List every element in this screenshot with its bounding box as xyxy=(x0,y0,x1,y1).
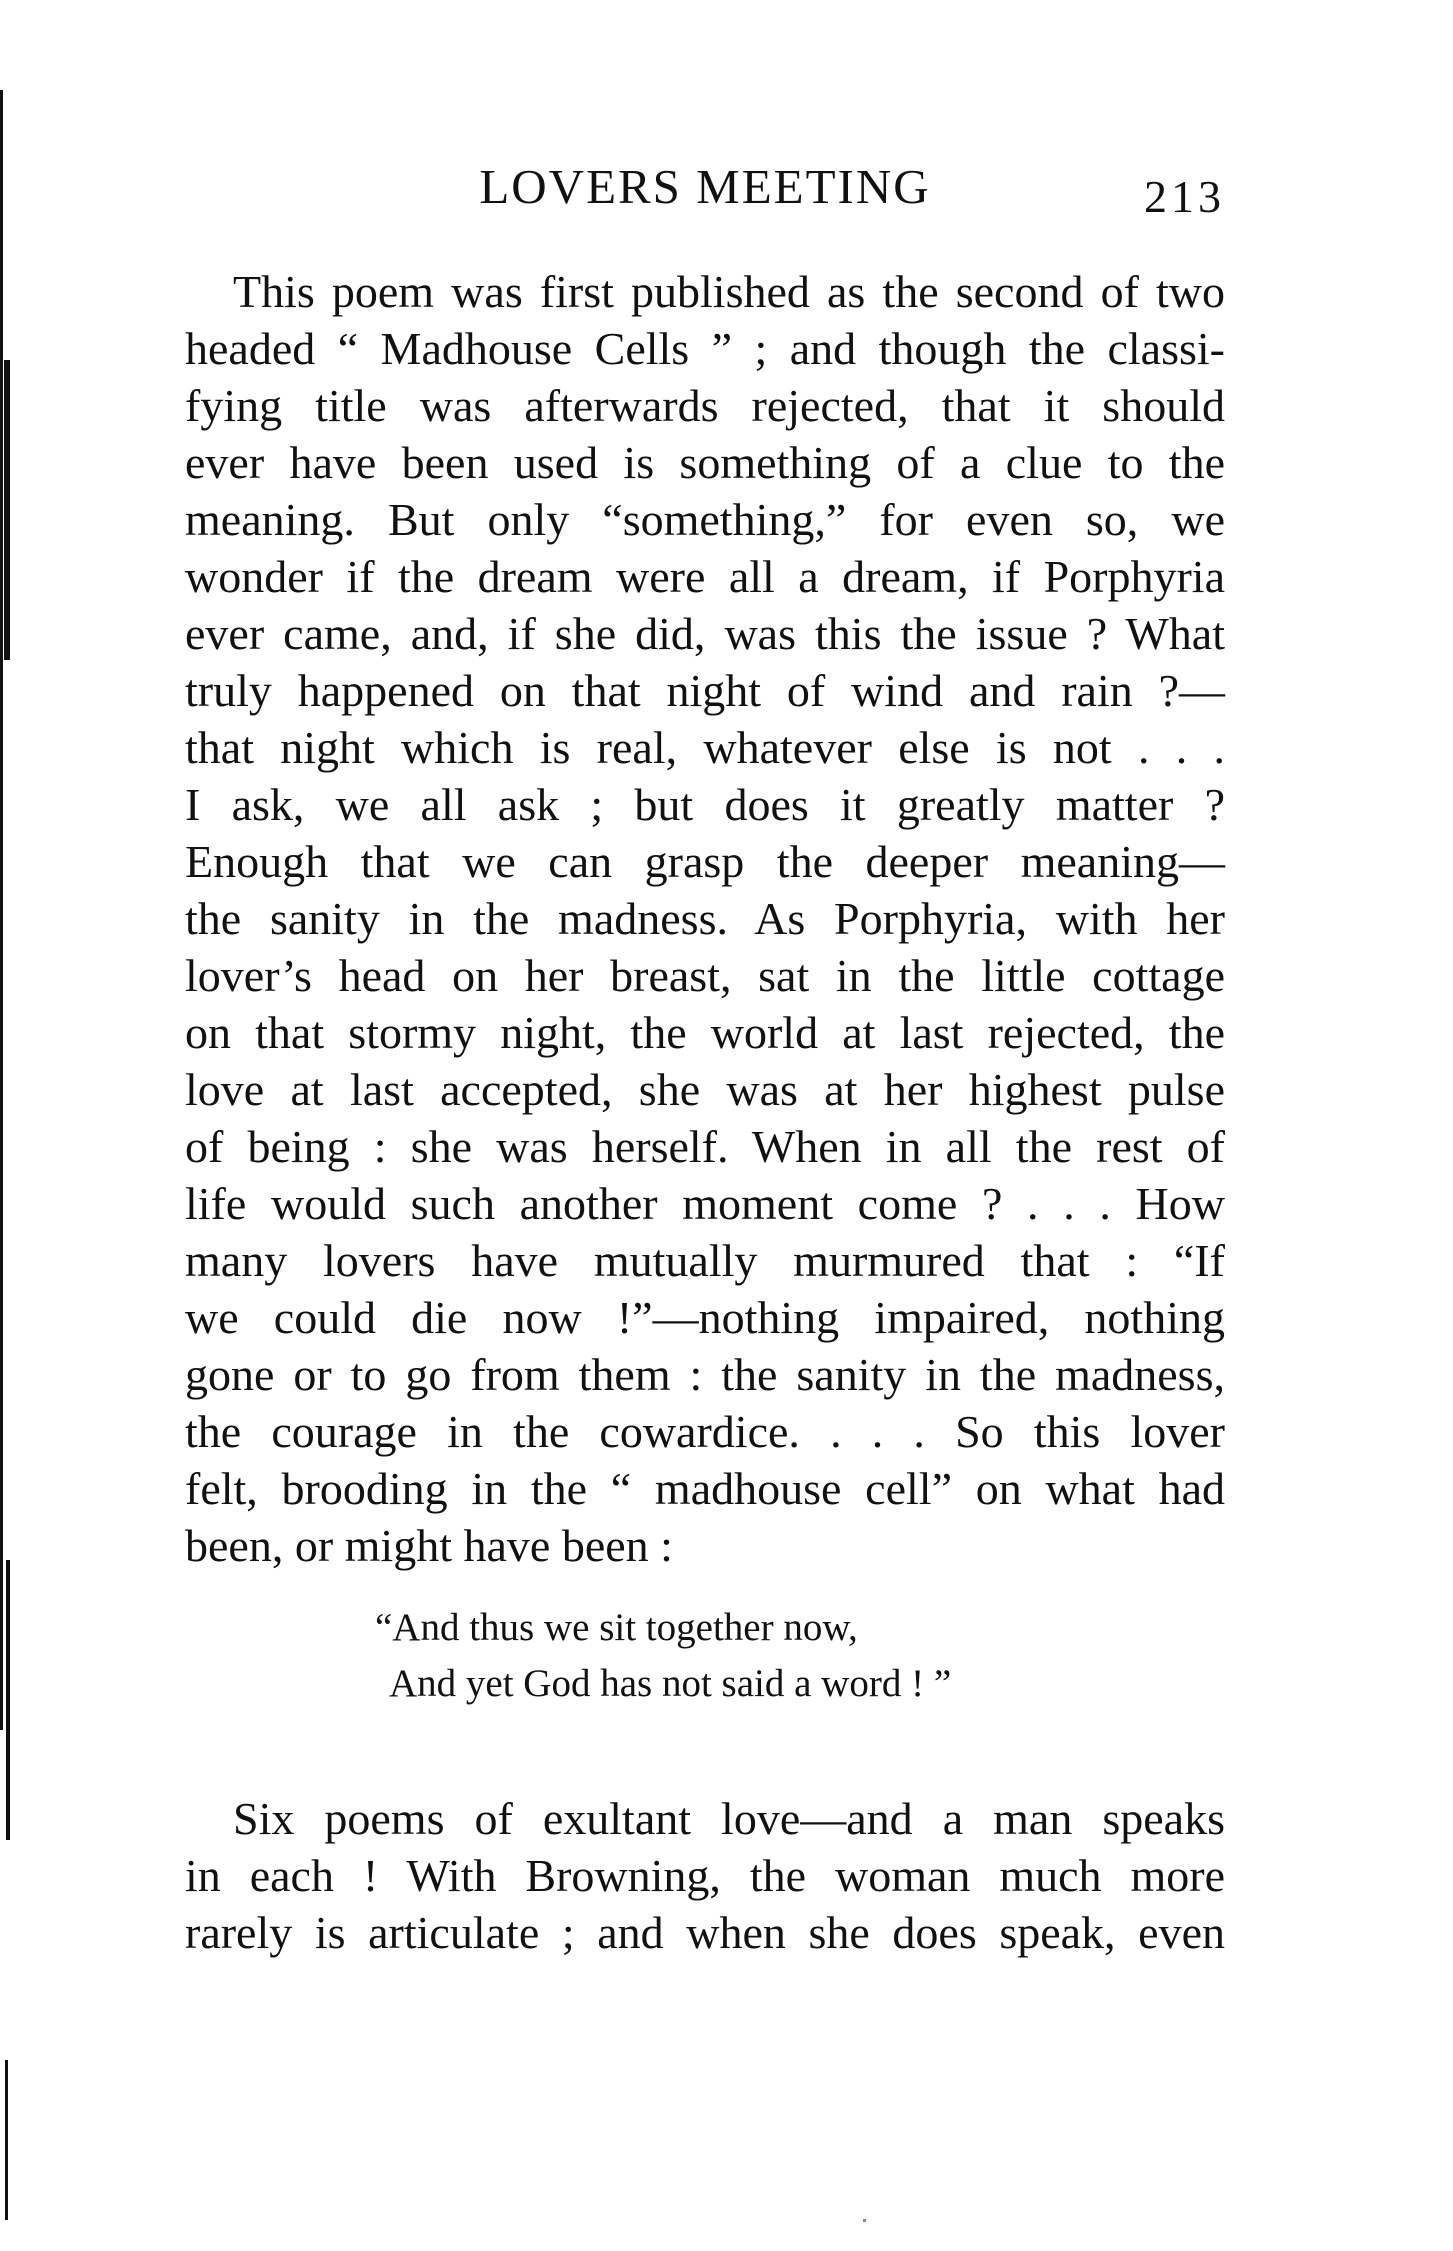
quote-line: And yet God has not said a word ! ” xyxy=(389,1662,952,1705)
text-line: life would such another moment come ? . . . How xyxy=(185,1178,1225,1229)
binding-edge-mark xyxy=(0,90,3,1730)
text-line: ever have been used is something of a clue to the xyxy=(185,437,1225,488)
text-line: ever came, and, if she did, was this the issue ? What xyxy=(185,608,1225,659)
scan-speck xyxy=(863,2219,866,2222)
text-line: lover’s head on her breast, sat in the little cottage xyxy=(185,950,1225,1001)
binding-edge-mark xyxy=(4,360,10,660)
text-line: been, or might have been : xyxy=(185,1520,673,1571)
text-line: love at last accepted, she was at her highest pulse xyxy=(185,1064,1225,1115)
text-line: truly happened on that night of wind and rain ?— xyxy=(185,665,1225,716)
text-line: the courage in the cowardice. . . . So this lover xyxy=(185,1406,1225,1457)
text-line: headed “ Madhouse Cells ” ; and though the classi- xyxy=(185,323,1225,374)
binding-edge-mark xyxy=(6,1560,10,1840)
text-line: we could die now !”—nothing impaired, nothing xyxy=(185,1292,1225,1343)
text-line: rarely is articulate ; and when she does speak, even xyxy=(185,1907,1225,1958)
text-line: I ask, we all ask ; but does it greatly matter ? xyxy=(185,779,1225,830)
text-line: of being : she was herself. When in all the rest of xyxy=(185,1121,1225,1172)
running-head: LOVERS MEETING xyxy=(479,159,931,214)
paragraph-1 xyxy=(185,263,1225,1574)
page-header xyxy=(185,158,1225,238)
text-line: felt, brooding in the “ madhouse cell” on what had xyxy=(185,1463,1225,1514)
binding-edge-mark xyxy=(5,2060,8,2220)
text-line: Six poems of exultant love—and a man speaks xyxy=(233,1793,1225,1844)
text-line: many lovers have mutually murmured that : “If xyxy=(185,1235,1225,1286)
text-line: meaning. But only “something,” for even so, we xyxy=(185,494,1225,545)
text-line: that night which is real, whatever else is not . . . xyxy=(185,722,1225,773)
text-line: Enough that we can grasp the deeper meaning— xyxy=(185,836,1225,887)
quote-line: “And thus we sit together now, xyxy=(375,1606,858,1649)
page-number: 213 xyxy=(1144,171,1225,222)
text-line: gone or to go from them : the sanity in the madness, xyxy=(185,1349,1225,1400)
text-line: This poem was first published as the second of two xyxy=(233,266,1225,317)
paragraph-2 xyxy=(185,1790,1225,1961)
verse-quotation xyxy=(375,1600,951,1712)
text-line: in each ! With Browning, the woman much more xyxy=(185,1850,1225,1901)
text-line: fying title was afterwards rejected, that it should xyxy=(185,380,1225,431)
text-line: on that stormy night, the world at last rejected, the xyxy=(185,1007,1225,1058)
text-line: the sanity in the madness. As Porphyria, with her xyxy=(185,893,1225,944)
text-line: wonder if the dream were all a dream, if Porphyria xyxy=(185,551,1225,602)
